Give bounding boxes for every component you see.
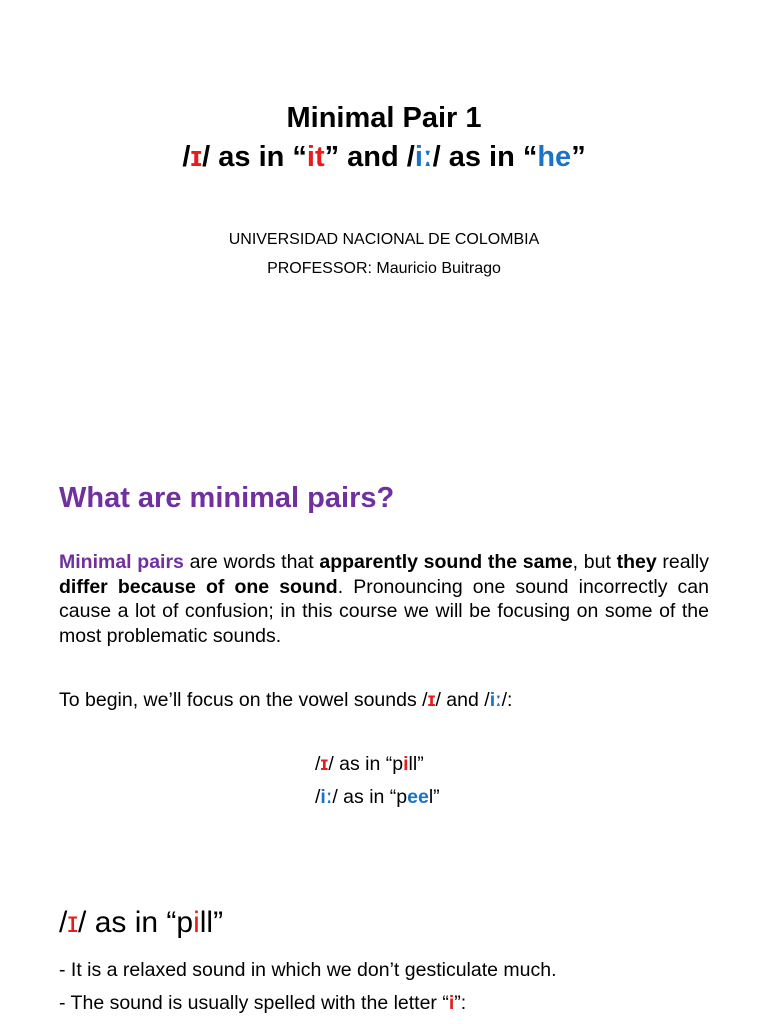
paragraph-text: . Pronouncing one sound incorrectly can cause a lot of confusion; in this course we will be focusing on some of the most problematic sounds. bbox=[59, 575, 709, 647]
example-word-it: it bbox=[306, 141, 325, 173]
emphasis: they bbox=[616, 551, 657, 573]
bullet-relaxed-sound: - It is a relaxed sound in which we don’t gesticulate much. bbox=[59, 959, 557, 981]
example-text: / bbox=[315, 753, 321, 775]
heading-text: / bbox=[59, 906, 68, 939]
section-heading-short-i bbox=[59, 903, 223, 943]
professor-name: PROFESSOR: Mauricio Buitrago bbox=[267, 260, 501, 277]
title-text: ” bbox=[571, 141, 586, 173]
title-text: / as in “ bbox=[202, 141, 307, 173]
ipa-long-i: iː bbox=[320, 786, 333, 808]
title-text: / bbox=[182, 141, 191, 173]
intro-vowel-sounds bbox=[59, 688, 512, 712]
ipa-long-i: iː bbox=[489, 689, 502, 711]
paragraph-text: , but bbox=[572, 551, 617, 573]
highlight-letter: i bbox=[448, 992, 455, 1014]
section-heading-minimal-pairs: What are minimal pairs? bbox=[59, 482, 395, 514]
heading-text: ll” bbox=[199, 906, 224, 939]
title-text: / as in “ bbox=[432, 141, 538, 173]
example-peel bbox=[315, 785, 440, 809]
ipa-short-i: ɪ bbox=[67, 906, 79, 939]
example-word-he: he bbox=[537, 141, 572, 173]
example-text: / bbox=[315, 786, 321, 808]
intro-text: To begin, we’ll focus on the vowel sounds / bbox=[59, 689, 428, 711]
highlight-letters: ee bbox=[407, 786, 429, 808]
ipa-short-i: ɪ bbox=[320, 753, 329, 775]
example-text: / as in “p bbox=[332, 786, 408, 808]
minimal-pairs-definition bbox=[59, 550, 709, 648]
bullet-text: - The sound is usually spelled with the letter “ bbox=[59, 992, 449, 1014]
ipa-long-i: iː bbox=[414, 141, 433, 173]
paragraph-text: are words that bbox=[183, 551, 320, 573]
emphasis: apparently sound the same bbox=[319, 551, 573, 573]
highlight-letter: i bbox=[193, 906, 200, 939]
paragraph-text: really bbox=[656, 551, 709, 573]
example-text: ll” bbox=[408, 753, 424, 775]
intro-text: /: bbox=[501, 689, 513, 711]
example-pill bbox=[315, 752, 424, 776]
bullet-text: ”: bbox=[454, 992, 467, 1014]
title-line-2 bbox=[0, 137, 768, 177]
bullet-spelling bbox=[59, 991, 466, 1015]
highlight-letter: i bbox=[403, 753, 409, 775]
intro-text: / and / bbox=[435, 689, 490, 711]
term-minimal-pairs: Minimal pairs bbox=[59, 551, 184, 573]
heading-text: / as in “p bbox=[78, 906, 194, 939]
ipa-short-i: ɪ bbox=[427, 689, 436, 711]
institution-name: UNIVERSIDAD NACIONAL DE COLOMBIA bbox=[228, 231, 540, 248]
example-text: l” bbox=[428, 786, 440, 808]
title-line-1: Minimal Pair 1 bbox=[286, 102, 482, 134]
example-text: / as in “p bbox=[328, 753, 404, 775]
title-text: ” and / bbox=[324, 141, 415, 173]
ipa-short-i: ɪ bbox=[190, 141, 203, 173]
emphasis: differ because of one sound bbox=[59, 575, 338, 598]
